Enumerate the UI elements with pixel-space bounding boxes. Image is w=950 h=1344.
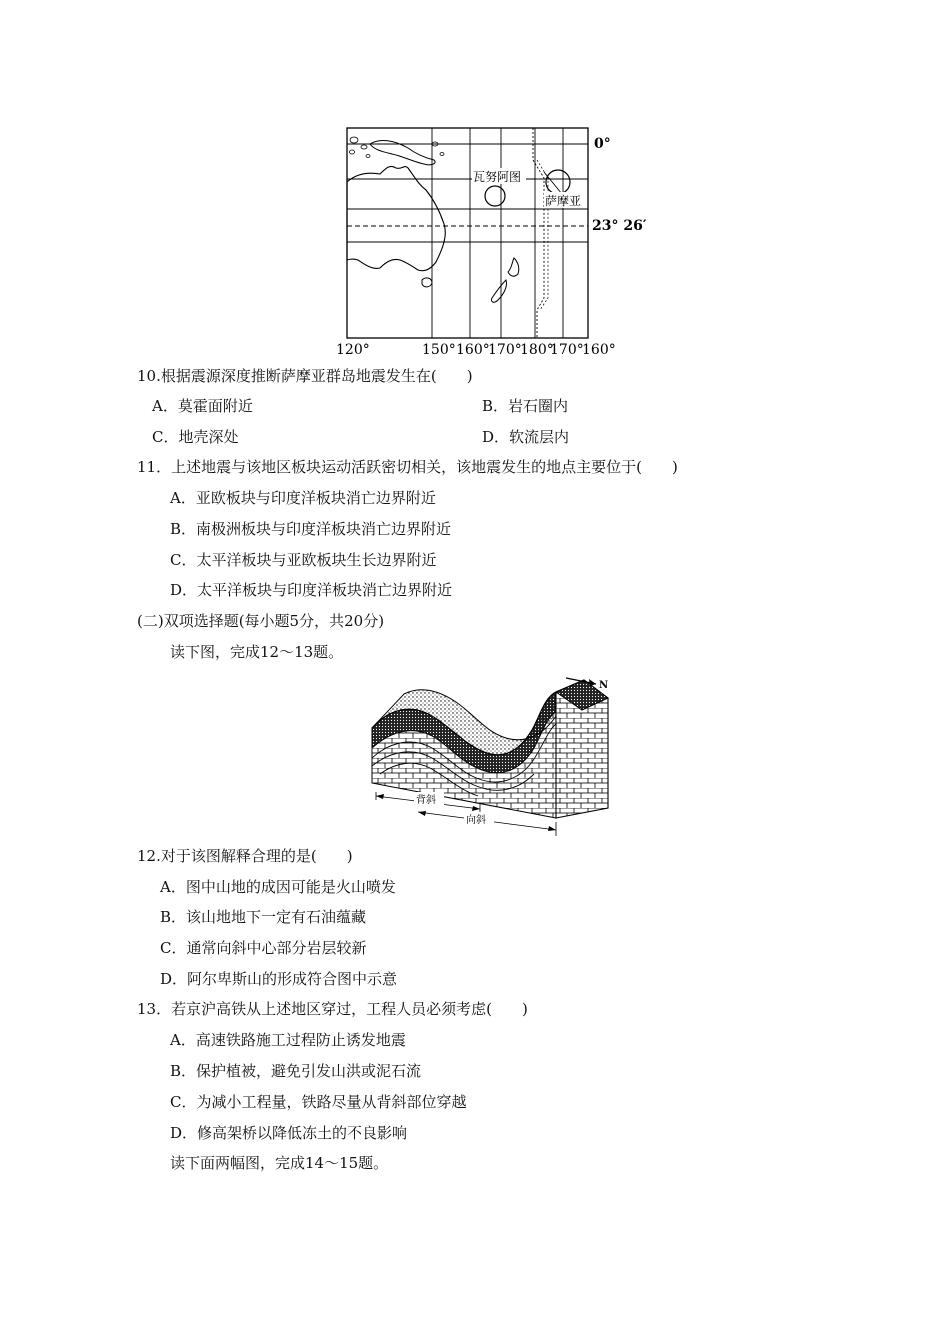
- q12-option-d: D．阿尔卑斯山的形成符合图中示意: [160, 970, 398, 988]
- q11-stem: 11．上述地震与该地区板块运动活跃密切相关，该地震发生的地点主要位于( ): [137, 458, 678, 476]
- fold-north-label: N: [599, 680, 609, 691]
- map-lon-180: 180°: [520, 342, 554, 358]
- map-lon-160: 160°: [582, 342, 616, 358]
- outro-text: 读下面两幅图，完成14～15题。: [170, 1154, 389, 1172]
- map-lon-170e: 170°: [488, 342, 522, 358]
- q11-option-c: C．太平洋板块与亚欧板块生长边界附近: [170, 551, 437, 569]
- map-lon-160w: 160°: [456, 342, 490, 358]
- q10-option-c: C．地壳深处: [152, 428, 239, 446]
- q11-option-d: D．太平洋板块与印度洋板块消亡边界附近: [170, 581, 453, 599]
- section2-heading: (二)双项选择题(每小题5分，共20分): [137, 612, 385, 630]
- fold-anticline-label: 背斜: [416, 795, 436, 806]
- q13-stem: 13．若京沪高铁从上述地区穿过，工程人员必须考虑( ): [137, 1000, 528, 1018]
- q12-option-c: C．通常向斜中心部分岩层较新: [160, 939, 367, 957]
- pacific-map-figure: [330, 120, 647, 360]
- q11-option-a: A．亚欧板块与印度洋板块消亡边界附近: [170, 489, 436, 507]
- q10-stem: 10.根据震源深度推断萨摩亚群岛地震发生在( ): [137, 367, 473, 385]
- q13-option-b: B．保护植被，避免引发山洪或泥石流: [170, 1062, 422, 1080]
- q13-option-a: A．高速铁路施工过程防止诱发地震: [170, 1031, 406, 1049]
- q13-option-d: D．修高架桥以降低冻土的不良影响: [170, 1124, 408, 1142]
- fold-syncline-label: 向斜: [466, 815, 486, 826]
- q11-option-b: B．南极洲板块与印度洋板块消亡边界附近: [170, 520, 452, 538]
- q12-option-b: B．该山地地下一定有石油蕴藏: [160, 908, 367, 926]
- map-label-samoa: 萨摩亚: [545, 194, 582, 208]
- map-label-vanuatu: 瓦努阿图: [473, 170, 522, 184]
- map-lon-170w: 170°: [550, 342, 584, 358]
- q12-stem: 12.对于该图解释合理的是( ): [137, 847, 353, 865]
- q13-option-c: C．为减小工程量，铁路尽量从背斜部位穿越: [170, 1093, 467, 1111]
- map-label-equator: 0°: [594, 136, 611, 152]
- q10-option-d: D．软流层内: [482, 428, 570, 446]
- section2-intro: 读下图，完成12～13题。: [170, 643, 344, 661]
- q10-option-b: B．岩石圈内: [482, 397, 569, 415]
- map-lon-120: 120°: [336, 342, 370, 358]
- map-lon-150: 150°: [422, 342, 456, 358]
- map-label-tropic: 23° 26′: [592, 218, 647, 234]
- q12-option-a: A．图中山地的成因可能是火山喷发: [160, 878, 396, 896]
- q10-option-a: A．莫霍面附近: [152, 397, 253, 415]
- fold-block-diagram: [360, 668, 620, 840]
